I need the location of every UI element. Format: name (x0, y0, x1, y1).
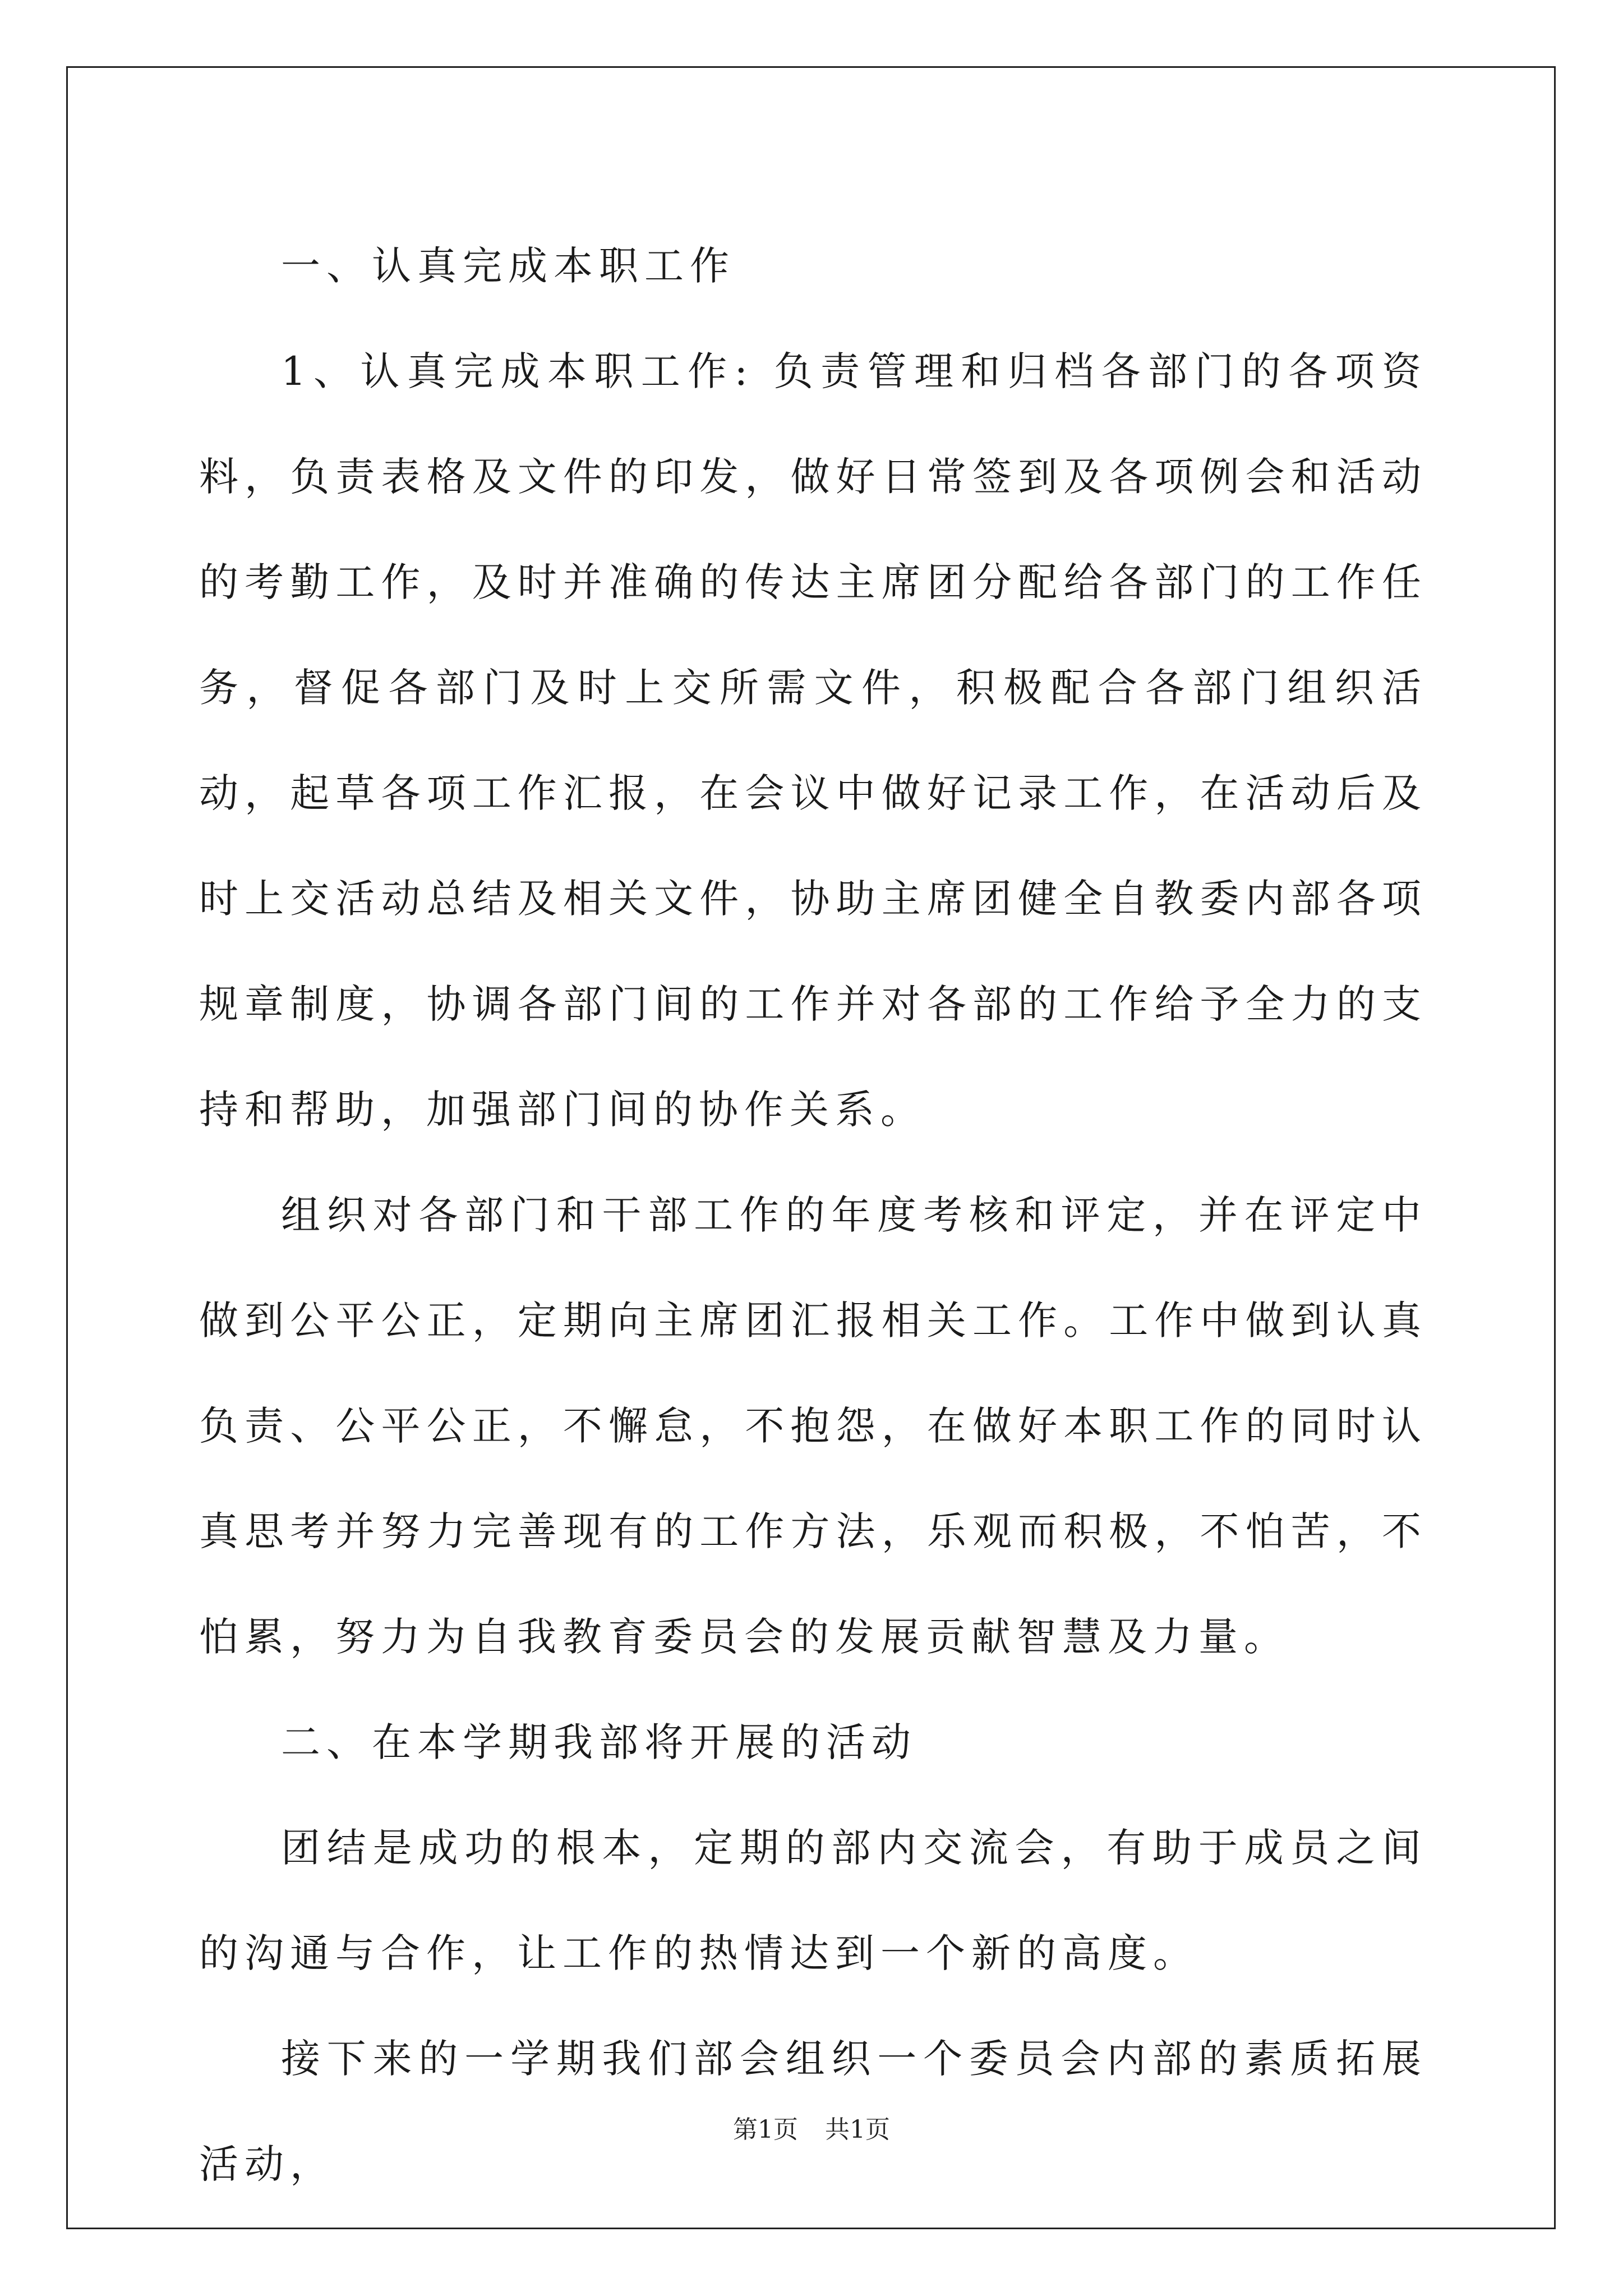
section-heading-2: 二、在本学期我部将开展的活动 (281, 1719, 917, 1765)
section-heading-1: 一、认真完成本职工作 (281, 243, 735, 289)
page-footer (0, 2109, 1623, 2145)
page-number-current: 第1页 (733, 2115, 798, 2144)
paragraph-4: 接下来的一学期我们部会组织一个委员会内部的素质拓展活动， (199, 2036, 1427, 2187)
page-number-total: 共1页 (825, 2115, 890, 2144)
paragraph-1: 1、认真完成本职工作: 负责管理和归档各部门的各项资料，负责表格及文件的印发，做好日常签到及各项例会和活动的考勤工作，及时并准确的传达主席团分配给各部门的工作任务，督促各部门及时上交所需文件，积极配合各部门组织活动，起草各项工作汇报，在会议中做好记录工作，在活动后及时上交活动总结及相关文件，协助主席团健全自教委内部各项规章制度，协调各部门间的工作并对各部的工作给予全力的支持和帮助，加强部门间的协作关系。 (199, 348, 1427, 1133)
paragraph-3: 团结是成功的根本，定期的部内交流会，有助于成员之间的沟通与合作，让工作的热情达到一个新的高度。 (199, 1825, 1427, 1976)
paragraph-2: 组织对各部门和干部工作的年度考核和评定，并在评定中做到公平公正，定期向主席团汇报相关工作。工作中做到认真负责、公平公正，不懈怠，不抱怨，在做好本职工作的同时认真思考并努力完善现有的工作方法，乐观而积极，不怕苦，不怕累，努力为自我教育委员会的发展贡献智慧及力量。 (199, 1192, 1427, 1660)
document-body (199, 213, 1427, 2217)
